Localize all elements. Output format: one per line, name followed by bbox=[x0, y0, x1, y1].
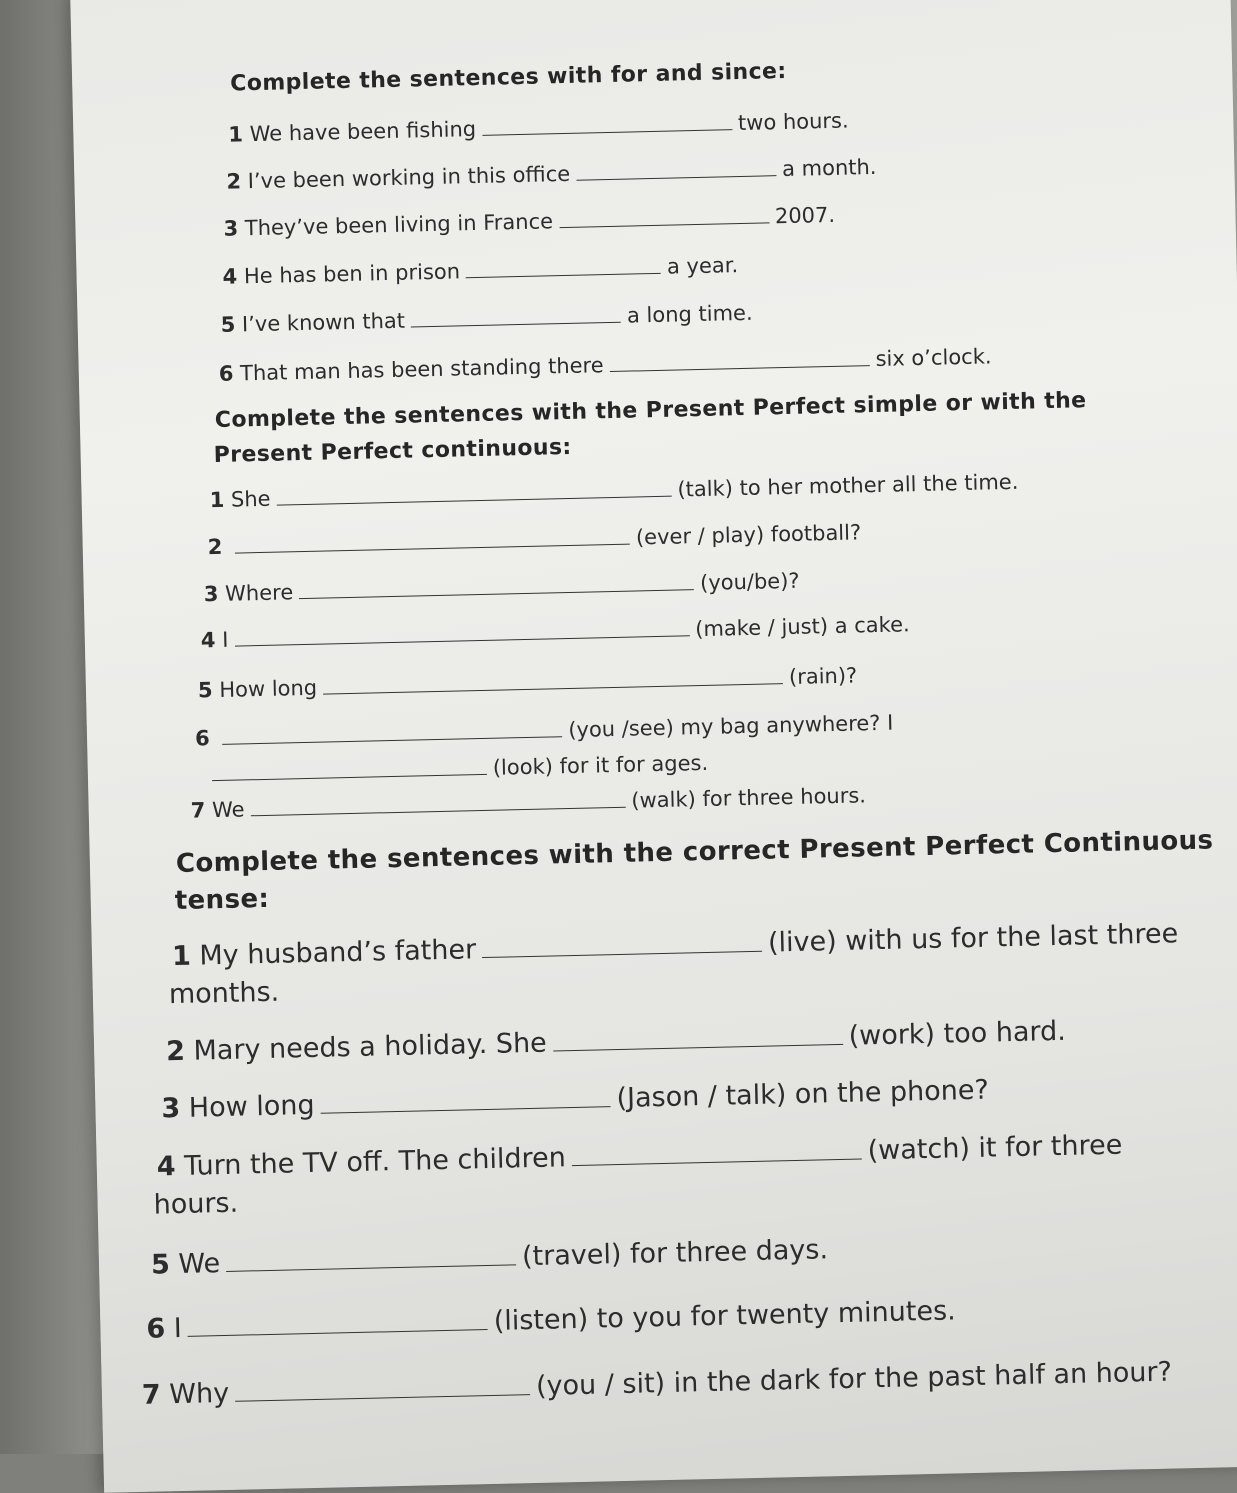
answer-blank[interactable] bbox=[482, 933, 762, 958]
exercise2-item-7: 7 We (walk) for three hours. bbox=[190, 783, 867, 823]
answer-blank[interactable] bbox=[482, 111, 732, 136]
exercise1-item-5: 5 I’ve known that a long time. bbox=[220, 300, 753, 337]
exercise2-item-6: 6 (you /see) my bag anywhere? I bbox=[194, 710, 894, 751]
answer-blank[interactable] bbox=[188, 1311, 488, 1337]
exercise3-item-2: 2 Mary needs a holiday. She (work) too hard. bbox=[165, 1015, 1067, 1068]
exercise3-item-1: 1 My husband’s father (live) with us for the last three bbox=[171, 918, 1179, 973]
answer-blank[interactable] bbox=[466, 255, 661, 278]
exercise3-item-4-continued: hours. bbox=[153, 1187, 239, 1221]
answer-blank[interactable] bbox=[276, 478, 671, 506]
exercise2-item-6-continued: (look) for it for ages. bbox=[206, 751, 709, 786]
exercise3-item-4: 4 Turn the TV off. The children (watch) it for three bbox=[156, 1129, 1123, 1183]
exercise3-item-1-continued: months. bbox=[168, 976, 280, 1011]
worksheet-page bbox=[70, 0, 1237, 1493]
exercise3-item-5: 5 We (travel) for three days. bbox=[150, 1234, 829, 1281]
exercise3-item-7: 7 Why (you / sit) in the dark for the past half an hour? bbox=[141, 1356, 1173, 1411]
exercise3-item-3: 3 How long (Jason / talk) on the phone? bbox=[161, 1074, 990, 1125]
answer-blank[interactable] bbox=[234, 617, 689, 646]
exercise2-item-4: 4 I (make / just) a cake. bbox=[200, 612, 910, 653]
section2-heading-line1: Complete the sentences with the Present Perfect simple or with the bbox=[214, 388, 1087, 433]
exercise3-item-6: 6 I (listen) to you for twenty minutes. bbox=[146, 1295, 957, 1345]
exercise2-item-3: 3 Where (you/be)? bbox=[203, 568, 800, 607]
answer-blank[interactable] bbox=[212, 756, 487, 781]
exercise1-item-6: 6 That man has been standing there six o’clock. bbox=[218, 344, 992, 386]
answer-blank[interactable] bbox=[226, 1246, 516, 1272]
section3-heading-line1: Complete the sentences with the correct Present Perfect Continuous bbox=[175, 825, 1214, 879]
answer-blank[interactable] bbox=[222, 718, 562, 745]
exercise1-item-1: 1 We have been fishing two hours. bbox=[228, 108, 849, 147]
answer-blank[interactable] bbox=[320, 1088, 610, 1114]
answer-blank[interactable] bbox=[609, 347, 869, 372]
answer-blank[interactable] bbox=[552, 1026, 842, 1052]
answer-blank[interactable] bbox=[299, 571, 694, 599]
section2-heading-line2: Present Perfect continuous: bbox=[213, 434, 572, 469]
exercise1-item-4: 4 He has ben in prison a year. bbox=[222, 253, 739, 289]
section1-heading: Complete the sentences with for and since: bbox=[229, 58, 787, 97]
exercise2-item-1: 1 She (talk) to her mother all the time. bbox=[209, 469, 1019, 513]
exercise2-item-2: 2 (ever / play) football? bbox=[207, 520, 862, 560]
exercise1-item-2: 2 I’ve been working in this office a month. bbox=[226, 154, 877, 194]
exercise2-item-5: 5 How long (rain)? bbox=[197, 663, 858, 703]
answer-blank[interactable] bbox=[235, 1376, 530, 1402]
answer-blank[interactable] bbox=[559, 204, 769, 228]
exercise1-item-3: 3 They’ve been living in France 2007. bbox=[223, 202, 836, 241]
answer-blank[interactable] bbox=[576, 157, 776, 181]
answer-blank[interactable] bbox=[250, 789, 625, 817]
answer-blank[interactable] bbox=[323, 665, 783, 694]
answer-blank[interactable] bbox=[411, 304, 621, 328]
answer-blank[interactable] bbox=[572, 1141, 862, 1167]
answer-blank[interactable] bbox=[235, 526, 630, 554]
section3-heading-line2: tense: bbox=[174, 883, 270, 917]
